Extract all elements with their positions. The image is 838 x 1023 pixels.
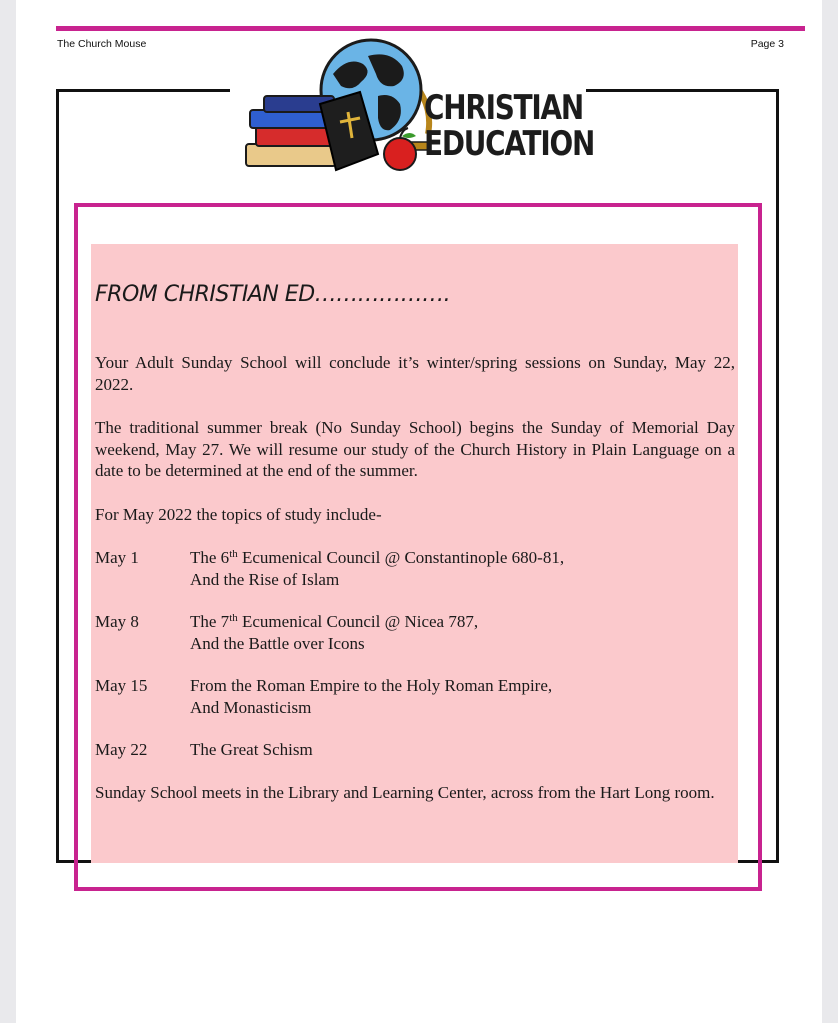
schedule-topic: From the Roman Empire to the Holy Roman Empire, And Monasticism — [190, 676, 553, 717]
list-item — [95, 547, 735, 590]
list-item — [95, 675, 735, 718]
logo-line-1: CHRISTIAN — [424, 88, 583, 128]
list-item — [95, 739, 735, 761]
paragraph-conclusion: Your Adult Sunday School will conclude it’s winter/spring sessions on Sunday, May 22, 2022. — [95, 353, 735, 394]
schedule-date: May 8 — [95, 612, 139, 631]
paragraph-location: Sunday School meets in the Library and Learning Center, across from the Hart Long room. — [95, 782, 715, 802]
header-rule — [56, 26, 805, 31]
schedule-topic: The 6th Ecumenical Council @ Constantinople 680-81, And the Rise of Islam — [190, 548, 565, 589]
logo-wordmark — [424, 90, 594, 162]
schedule-date: May 1 — [95, 548, 139, 567]
schedule-intro: For May 2022 the topics of study include- — [95, 504, 382, 524]
publication-name: The Church Mouse — [57, 38, 147, 50]
article-body — [95, 282, 735, 825]
logo-line-2: EDUCATION — [424, 124, 595, 164]
newsletter-page — [16, 0, 822, 1023]
article-title: FROM CHRISTIAN ED………………. — [95, 282, 451, 307]
schedule-date: May 15 — [95, 676, 148, 695]
schedule-date: May 22 — [95, 740, 148, 759]
list-item — [95, 611, 735, 654]
schedule-list — [95, 547, 735, 761]
schedule-topic: The Great Schism — [190, 740, 313, 759]
page-number: Page 3 — [750, 38, 784, 50]
schedule-topic: The 7th Ecumenical Council @ Nicea 787, And the Battle over Icons — [190, 612, 479, 653]
paragraph-summer-break: The traditional summer break (No Sunday School) begins the Sunday of Memorial Day weekend, May 27. We will resume our study of the Church History in Plain Language on a date to be determined at the end of the summer. — [95, 418, 735, 480]
